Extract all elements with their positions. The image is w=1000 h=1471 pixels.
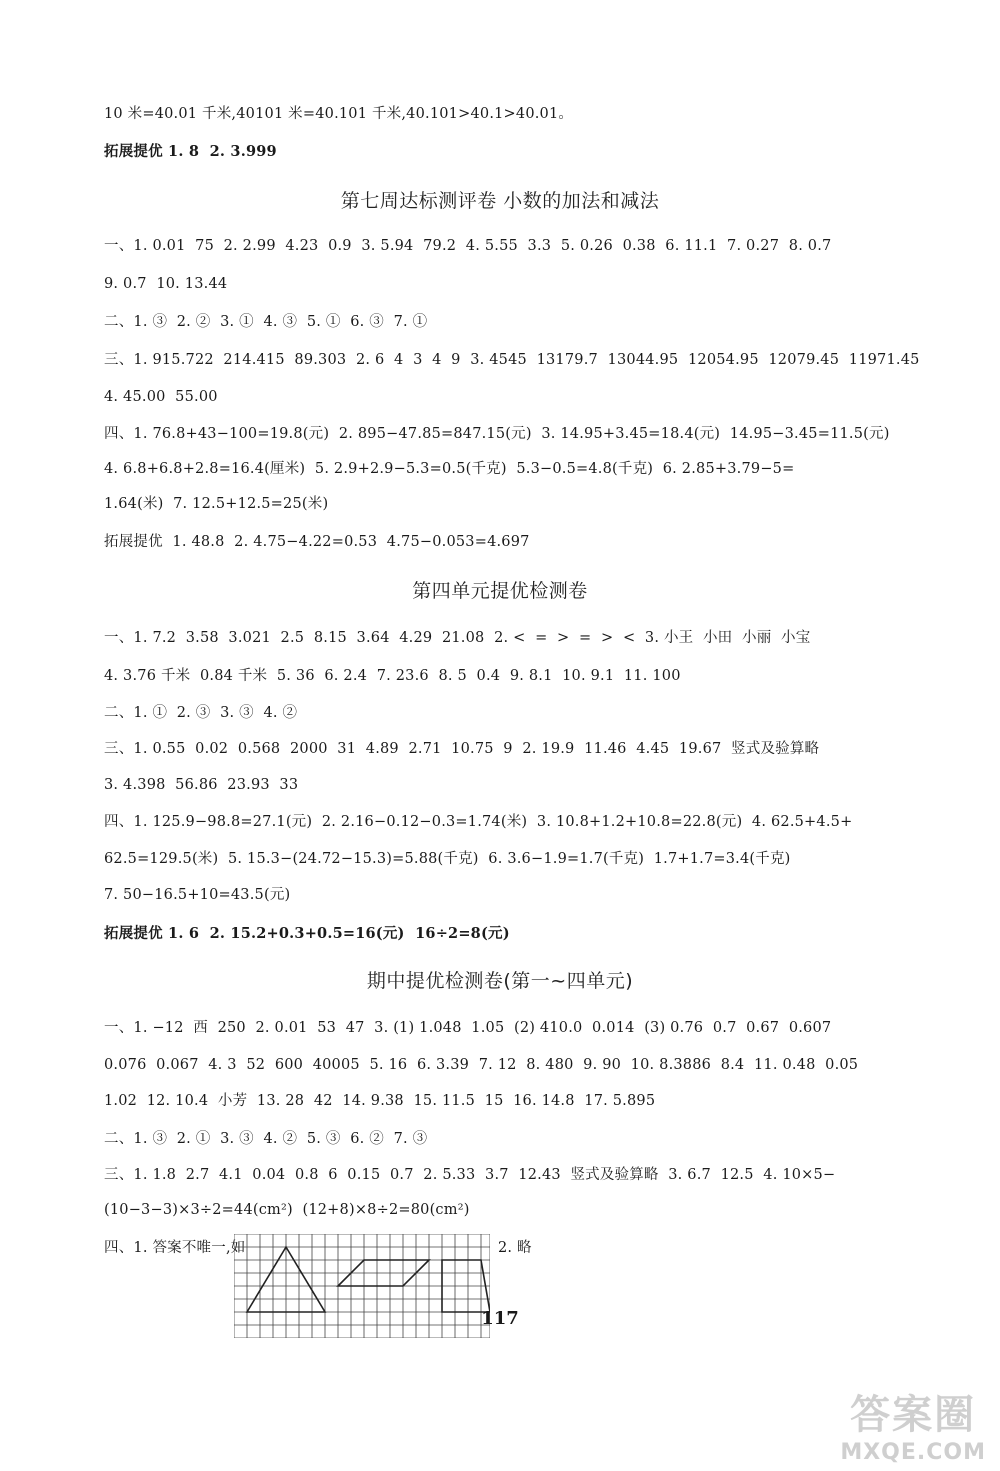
line-10: 拓展提优 1. 48.8 2. 4.75−4.22=0.53 4.75−0.053=4.697 [104,534,530,550]
line-23: 二、1. ③ 2. ① 3. ③ 4. ② 5. ③ 6. ② 7. ③ [104,1131,428,1147]
section-title-week7: 第七周达标测评卷 小数的加法和减法 [340,190,660,212]
line-13: 二、1. ① 2. ③ 3. ③ 4. ② [104,705,298,721]
line-8: 4. 6.8+6.8+2.8=16.4(厘米) 5. 2.9+2.9−5.3=0.5(千克) 5.3−0.5=4.8(千克) 6. 2.85+3.79−5= [104,461,795,477]
line-24: 三、1. 1.8 2.7 4.1 0.04 0.8 6 0.15 0.7 2. 5.33 3.7 12.43 竖式及验算略 3. 6.7 12.5 4. 10×5− [104,1167,836,1183]
line-16: 四、1. 125.9−98.8=27.1(元) 2. 2.16−0.12−0.3=1.74(米) 3. 10.8+1.2+10.8=22.8(元) 4. 62.5+4.5+ [104,814,853,830]
line-26: 四、1. 答案不唯一,如 [104,1240,246,1256]
line-7: 四、1. 76.8+43−100=19.8(元) 2. 895−47.85=847.15(元) 3. 14.95+3.45=18.4(元) 14.95−3.45=11.5(元) [104,426,890,442]
line-21: 0.076 0.067 4. 3 52 600 40005 5. 16 6. 3.39 7. 12 8. 480 9. 90 10. 8.3886 8.4 11. 0.48 0.05 [104,1057,859,1073]
section-title-unit4: 第四单元提优检测卷 [412,580,588,602]
line-22: 1.02 12. 10.4 小芳 13. 28 42 14. 9.38 15. 11.5 15 16. 14.8 17. 5.895 [104,1093,656,1109]
line-20: 一、1. −12 西 250 2. 0.01 53 47 3. (1) 1.048 1.05 (2) 410.0 0.014 (3) 0.76 0.7 0.67 0.607 [104,1020,832,1036]
line-12: 4. 3.76 千米 0.84 千米 5. 36 6. 2.4 7. 23.6 8. 5 0.4 9. 8.1 10. 9.1 11. 100 [104,668,681,684]
line-17: 62.5=129.5(米) 5. 15.3−(24.72−15.3)=5.88(千克) 6. 3.6−1.9=1.7(千克) 1.7+1.7=3.4(千克) [104,851,791,867]
line-4: 二、1. ③ 2. ② 3. ① 4. ③ 5. ① 6. ③ 7. ① [104,314,428,330]
line-18: 7. 50−16.5+10=43.5(元) [104,887,291,903]
line-25: (10−3−3)×3÷2=44(cm²) (12+8)×8÷2=80(cm²) [104,1202,470,1218]
watermark-logo [840,1383,986,1465]
line-19: 拓展提优 1. 6 2. 15.2+0.3+0.5=16(元) 16÷2=8(元) [104,925,510,942]
line-27: 2. 略 [498,1240,532,1256]
line-5: 三、1. 915.722 214.415 89.303 2. 6 4 3 4 9 3. 4545 13179.7 13044.95 12054.95 12079.45 11971.45 [104,352,920,368]
line-6: 4. 45.00 55.00 [104,389,218,405]
line-3: 9. 0.7 10. 13.44 [104,276,228,292]
page-number: 117 [481,1308,519,1329]
watermark-main: 答案圈 [850,1392,977,1438]
line-9: 1.64(米) 7. 12.5+12.5=25(米) [104,496,329,512]
line-0: 10 米=40.01 千米,40101 米=40.101 千米,40.101>40.1>40.01。 [104,106,574,122]
line-1: 拓展提优 1. 8 2. 3.999 [104,143,277,160]
line-15: 3. 4.398 56.86 23.93 33 [104,777,299,793]
line-14: 三、1. 0.55 0.02 0.568 2000 31 4.89 2.71 10.75 9 2. 19.9 11.46 4.45 19.67 竖式及验算略 [104,741,820,757]
watermark-url: MXQE.COM [840,1440,986,1465]
line-11: 一、1. 7.2 3.58 3.021 2.5 8.15 3.64 4.29 21.08 2. < = > = > < 3. 小王 小田 小丽 小宝 [104,630,811,646]
line-2: 一、1. 0.01 75 2. 2.99 4.23 0.9 3. 5.94 79.2 4. 5.55 3.3 5. 0.26 0.38 6. 11.1 7. 0.27 8. 0.7 [104,238,832,254]
section-title-midterm: 期中提优检测卷(第一~四单元) [366,970,634,992]
